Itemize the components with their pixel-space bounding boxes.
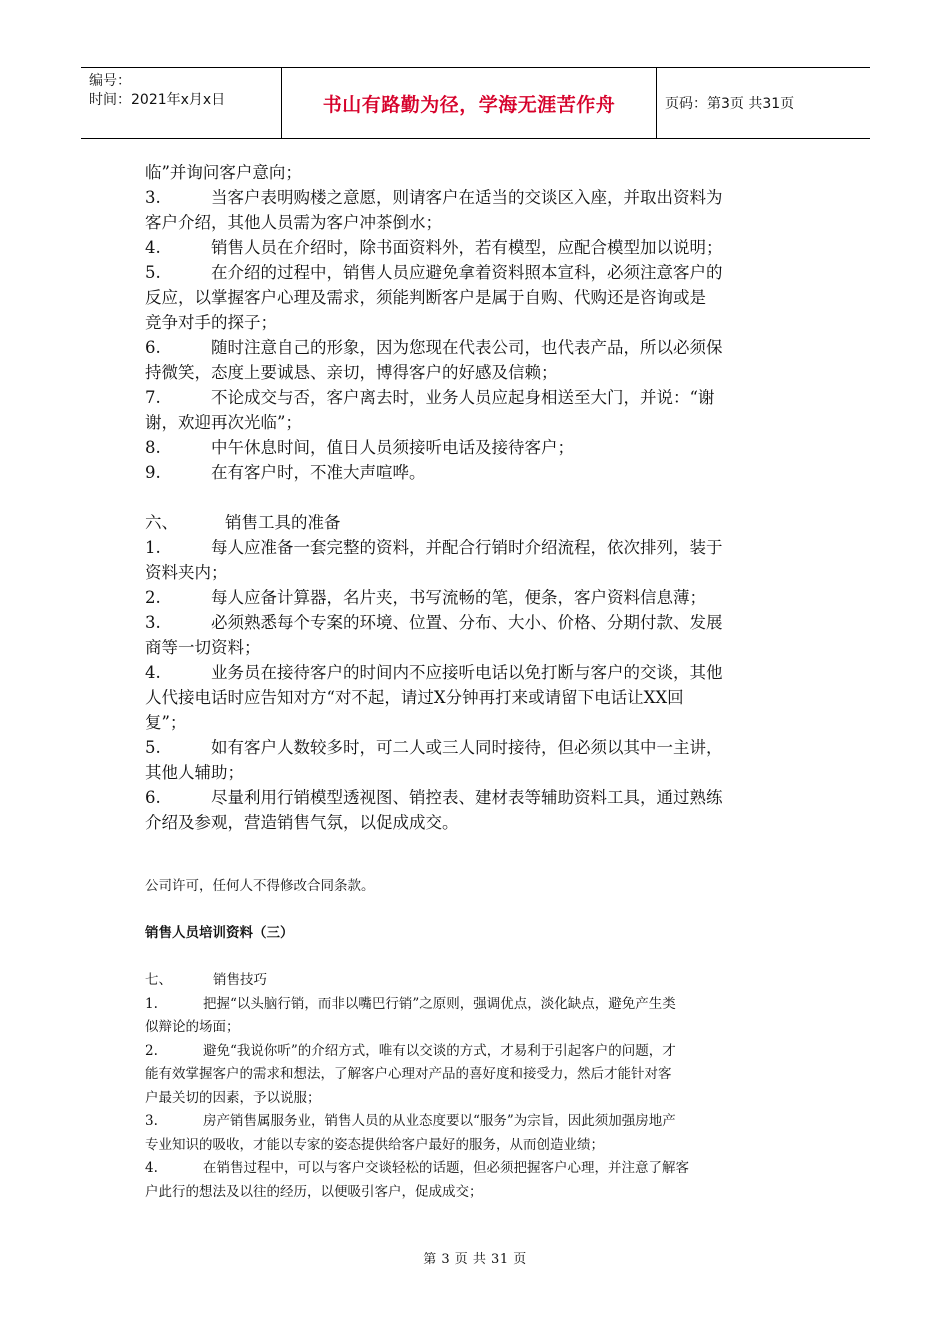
- spacer: [145, 485, 815, 510]
- text-line: [145, 260, 815, 285]
- line-text: 其他人辅助；: [145, 763, 244, 782]
- item-number: 8.: [145, 438, 161, 457]
- item-number: 5.: [145, 263, 161, 282]
- text-line: [145, 385, 815, 410]
- line-text: 避免“我说你听”的介绍方式，唯有以交谈的方式，才易利于引起客户的问题，才: [203, 1042, 676, 1059]
- text-line: [145, 1016, 815, 1040]
- text-line: [145, 660, 815, 685]
- text-line: [145, 360, 815, 385]
- item-number: 4.: [145, 238, 161, 257]
- text-line: [145, 235, 815, 260]
- body-part-2: [145, 875, 815, 1204]
- text-line: [145, 610, 815, 635]
- line-text: 业务员在接待客户的时间内不应接听电话以免打断与客户的交谈，其他: [211, 663, 723, 682]
- text-line: [145, 310, 815, 335]
- sales-skills-list: [145, 993, 815, 1205]
- text-line: [145, 210, 815, 235]
- header-meta: [81, 68, 281, 138]
- text-line: [145, 185, 815, 210]
- item-number: 3.: [145, 613, 161, 632]
- text-line: [145, 585, 815, 610]
- text-line: [145, 1157, 815, 1181]
- line-text: 每人应备计算器，名片夹，书写流畅的笔，便条，客户资料信息薄；: [211, 588, 706, 607]
- line-text: 中午休息时间，值日人员须接听电话及接待客户；: [211, 438, 574, 457]
- line-text: 房产销售属服务业，销售人员的从业态度要以“服务”为宗旨，因此须加强房地产: [203, 1113, 676, 1129]
- text-line: [145, 285, 815, 310]
- text-line: [145, 810, 815, 835]
- item-number: 4.: [145, 1160, 158, 1176]
- text-line: [145, 335, 815, 360]
- item-number: 2.: [145, 1042, 158, 1059]
- line-text: 必须熟悉每个专案的环境、位置、分布、大小、价格、分期付款、发展: [211, 613, 723, 632]
- text-line: [145, 785, 815, 810]
- spacer: [145, 946, 815, 970]
- text-line: [145, 535, 815, 560]
- text-line: [145, 410, 815, 435]
- page-footer: 第 3 页 共 31 页: [423, 1252, 527, 1267]
- line-text: 在介绍的过程中，销售人员应避免拿着资料照本宣科，必须注意客户的: [211, 263, 723, 282]
- training-heading: 销售人员培训资料（三）: [145, 925, 294, 941]
- line-text: 不论成交与否，客户离去时，业务人员应起身相送至大门，并说：“谢: [211, 388, 715, 407]
- item-number: 6.: [145, 788, 161, 807]
- item-number: 1.: [145, 995, 158, 1012]
- text-line: [145, 435, 815, 460]
- section-six-heading: [145, 510, 815, 535]
- text-line: [145, 993, 815, 1017]
- line-text: 随时注意自己的形象，因为您现在代表公司，也代表产品，所以必须保: [211, 338, 723, 357]
- item-number: 5.: [145, 738, 161, 757]
- line-text: 反应，以掌握客户心理及需求，须能判断客户是属于自购、代购还是咨询或是: [145, 288, 706, 307]
- line-text: 户此行的想法及以往的经历，以便吸引客户，促成成交；: [145, 1183, 483, 1200]
- text-line: [145, 710, 815, 735]
- text-line: [145, 1063, 815, 1087]
- doc-time-label: 时间：2021年x月x日: [89, 92, 226, 108]
- line-text: 每人应准备一套完整的资料，并配合行销时介绍流程，依次排列，装于: [211, 538, 723, 557]
- line-text: 户最关切的因素，予以说服；: [145, 1089, 321, 1106]
- line-text: 在销售过程中，可以与客户交谈轻松的话题，但必须把握客户心理，并注意了解客: [203, 1160, 689, 1176]
- text-line: [145, 1134, 815, 1158]
- line-text: 人代接电话时应告知对方“对不起，请过X分钟再打来或请留下电话让XX回: [145, 688, 684, 707]
- text-line: [145, 635, 815, 660]
- line-text: 似辩论的场面；: [145, 1019, 240, 1035]
- line-text: 把握“以头脑行销，而非以嘴巴行销”之原则，强调优点，淡化缺点，避免产生类: [203, 995, 676, 1012]
- contract-note: 公司许可，任何人不得修改合同条款。: [145, 878, 375, 894]
- line-text: 复”；: [145, 713, 187, 732]
- item-number: 3.: [145, 1113, 158, 1129]
- line-text: 销售人员在介绍时，除书面资料外，若有模型，应配合模型加以说明；: [211, 238, 723, 257]
- item-number: 7.: [145, 388, 161, 407]
- line-text: 当客户表明购楼之意愿，则请客户在适当的交谈区入座，并取出资料为: [211, 188, 723, 207]
- line-text: 尽量利用行销模型透视图、销控表、建材表等辅助资料工具，通过熟练: [211, 788, 723, 807]
- section-title: 销售技巧: [213, 972, 267, 988]
- text-line: [145, 160, 815, 185]
- line-text: 资料夹内；: [145, 563, 228, 582]
- page-header: [81, 67, 870, 139]
- line-text: 客户介绍，其他人员需为客户冲茶倒水；: [145, 213, 442, 232]
- text-line: [145, 1110, 815, 1134]
- item-number: 3.: [145, 188, 161, 207]
- line-text: 如有客户人数较多时，可二人或三人同时接待，但必须以其中一主讲，: [211, 738, 723, 757]
- text-line: [145, 1087, 815, 1111]
- text-line: [145, 1040, 815, 1064]
- item-number: 2.: [145, 588, 161, 607]
- line-text: 竞争对手的探子；: [145, 313, 277, 332]
- line-text: 谢，欢迎再次光临”；: [145, 413, 302, 432]
- item-number: 9.: [145, 463, 161, 482]
- item-number: 4.: [145, 663, 161, 682]
- line-text: 专业知识的吸收，才能以专家的姿态提供给客户最好的服务，从而创造业绩；: [145, 1136, 604, 1153]
- doc-number-label: 编号：: [89, 73, 131, 89]
- line-text: 在有客户时，不准大声喧哗。: [211, 463, 426, 482]
- section-number: 七、: [145, 972, 172, 988]
- line-text: 商等一切资料；: [145, 638, 261, 657]
- header-motto-cell: [281, 68, 657, 138]
- sales-tools-list: [145, 535, 815, 835]
- text-line: [145, 760, 815, 785]
- section-title: 销售工具的准备: [225, 513, 341, 532]
- text-line: [145, 560, 815, 585]
- section-number: 六、: [145, 513, 178, 532]
- item-number: 6.: [145, 338, 161, 357]
- line-text: 介绍及参观，营造销售气氛，以促成成交。: [145, 813, 459, 832]
- section-seven-heading: [145, 969, 815, 993]
- reception-procedure-list: [145, 160, 815, 485]
- line-text: 持微笑，态度上要诚恳、亲切，博得客户的好感及信赖；: [145, 363, 558, 382]
- line-text: 临”并询问客户意向；: [145, 163, 302, 182]
- text-line: [145, 460, 815, 485]
- text-line: [145, 1181, 815, 1205]
- item-number: 1.: [145, 538, 161, 557]
- text-line: [145, 735, 815, 760]
- spacer: [145, 899, 815, 923]
- line-text: 能有效掌握客户的需求和想法，了解客户心理对产品的喜好度和接受力，然后才能针对客: [145, 1066, 672, 1082]
- body-part-1: [145, 160, 815, 835]
- header-motto: 书山有路勤为径，学海无涯苦作舟: [322, 93, 616, 116]
- header-page-info: 页码：第3页 共31页: [665, 96, 795, 112]
- text-line: [145, 685, 815, 710]
